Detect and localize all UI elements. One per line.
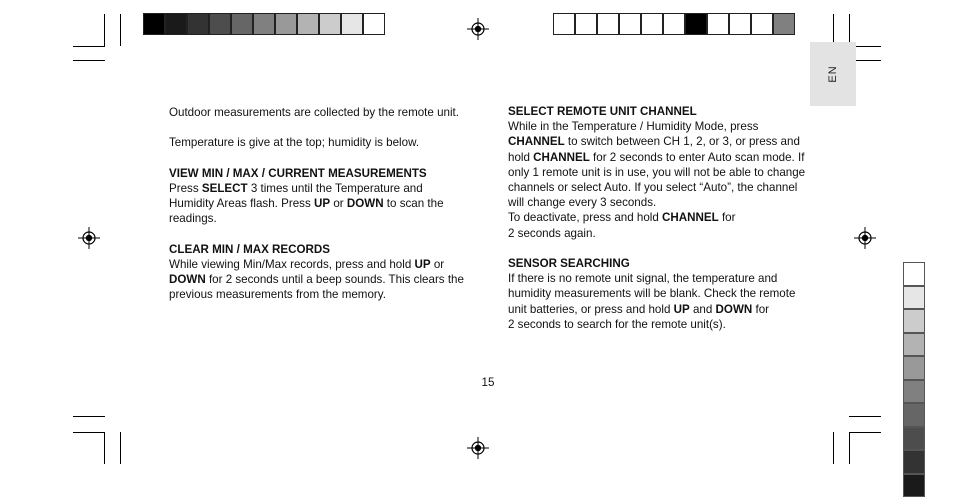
color-swatch [319,13,341,35]
left-column [169,105,467,303]
color-swatch [751,13,773,35]
color-swatch [903,403,925,427]
color-swatch [209,13,231,35]
section-heading-view-min-max: VIEW MIN / MAX / CURRENT MEASUREMENTS [169,166,467,181]
section-body-sensor-search: If there is no remote unit signal, the temperature and humidity measurements will be blank. Check the remote unit batteries, or press and hold UP and DOWN for 2 seconds to search for the remote unit(s). [508,271,812,332]
registration-mark-icon [854,227,876,249]
color-bar-top-right [553,13,795,35]
color-swatch [903,262,925,286]
section-heading-remote-channel: SELECT REMOTE UNIT CHANNEL [508,104,812,119]
color-swatch [903,427,925,451]
color-swatch [187,13,209,35]
color-swatch [619,13,641,35]
color-swatch [143,13,165,35]
color-swatch [903,450,925,474]
color-swatch [297,13,319,35]
color-swatch [685,13,707,35]
section-body-clear-records: While viewing Min/Max records, press and hold UP or DOWN for 2 seconds until a beep sounds. This clears the previous measurements from the memory. [169,257,467,303]
right-column [508,104,812,332]
color-swatch [729,13,751,35]
color-swatch [641,13,663,35]
color-swatch [341,13,363,35]
page-number: 15 [470,376,506,389]
color-swatch [903,356,925,380]
color-swatch [903,309,925,333]
intro-paragraph-2: Temperature is give at the top; humidity is below. [169,135,467,150]
section-heading-clear-records: CLEAR MIN / MAX RECORDS [169,242,467,257]
color-swatch [275,13,297,35]
color-swatch [165,13,187,35]
color-swatch [363,13,385,35]
color-swatch [773,13,795,35]
color-swatch [903,333,925,357]
color-swatch [231,13,253,35]
color-swatch [903,286,925,310]
color-swatch [903,474,925,497]
registration-mark-icon [78,227,100,249]
section-body-deactivate: To deactivate, press and hold CHANNEL for 2 seconds again. [508,210,812,240]
color-bar-side [903,262,925,497]
color-swatch [253,13,275,35]
color-swatch [553,13,575,35]
color-swatch [707,13,729,35]
color-swatch [663,13,685,35]
language-label: EN [827,65,839,82]
section-heading-sensor-search: SENSOR SEARCHING [508,256,812,271]
section-body-remote-channel: While in the Temperature / Humidity Mode, press CHANNEL to switch between CH 1, 2, or 3, or press and hold CHANNEL for 2 seconds to enter Auto scan mode. If only 1 remote unit is in use, you will not be able to change channels or select Auto. If you select “Auto”, the channel will change every 3 seconds. [508,119,812,210]
intro-paragraph: Outdoor measurements are collected by the remote unit. [169,105,467,120]
color-swatch [575,13,597,35]
registration-mark-icon [467,18,489,40]
color-swatch [903,380,925,404]
color-bar-top-left [143,13,385,35]
registration-mark-icon [467,437,489,459]
section-body-view-min-max: Press SELECT 3 times until the Temperature and Humidity Areas flash. Press UP or DOWN to scan the readings. [169,181,467,227]
color-swatch [597,13,619,35]
language-tab [810,42,856,106]
